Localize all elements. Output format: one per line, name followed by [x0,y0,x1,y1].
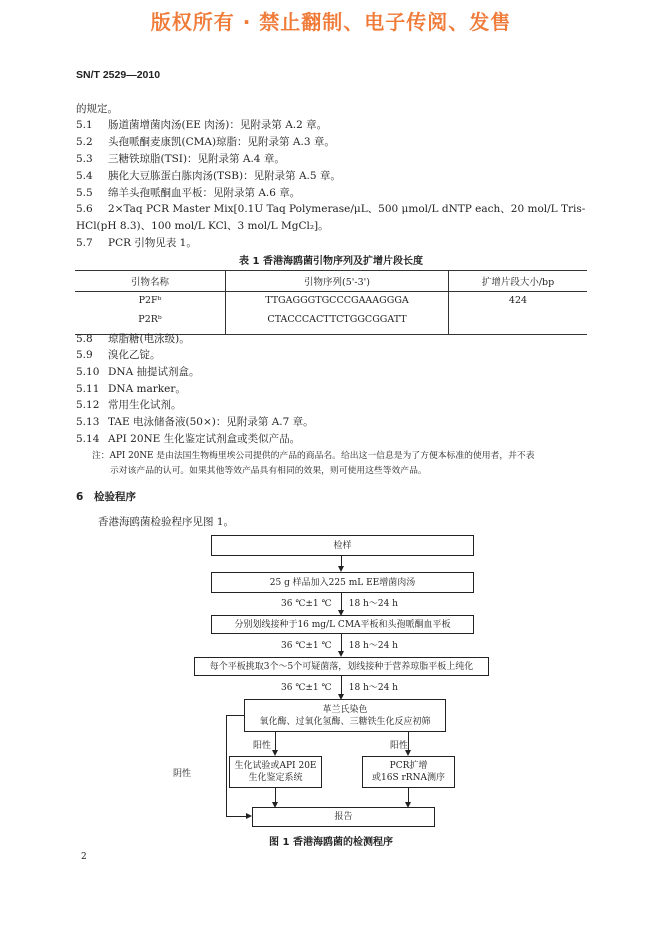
incubation-condition: 36 ℃±1 ℃ 18 h～24 h [281,599,398,609]
biochem-subtitle: 生化鉴定系统 [248,773,303,783]
primer-name: P2Fᵇ [138,295,162,306]
section-text: 香港海鸥菌检验程序见图 1。 [98,516,235,528]
flow-connector [226,715,227,816]
item-number: 5.14 [76,433,100,445]
primer-table [75,270,587,335]
list-item [76,431,300,446]
item-text: DNA marker。 [108,383,186,395]
list-item [76,201,585,216]
item-number: 5.2 [76,136,93,148]
flow-connector [275,788,276,803]
list-item [76,134,335,149]
item-text: 溴化乙锭。 [108,349,161,361]
item-text: TAE 电泳储备液(50×)：见附录第 A.7 章。 [108,416,314,428]
flow-box-purify: 每个平板挑取3个～5个可疑菌落，划线接种于营养琼脂平板上纯化 [194,657,489,676]
note-line: 示对该产品的认可。如果其他等效产品具有相同的效果，则可使用这些等效产品。 [110,466,427,476]
item-text: PCR 引物见表 1。 [108,237,197,249]
flow-box-gram-stain [244,699,446,732]
label-negative: 阴性 [173,769,192,779]
item-text: 2×Taq PCR Master Mix[0.1U Taq Polymerase/μL、500 μmol/L dNTP each、20 mol/L Tris- [108,203,586,215]
item-text: 肠道菌增菌肉汤(EE 肉汤)：见附录第 A.2 章。 [108,119,328,131]
pcr-subtitle: 或16S rRNA测序 [372,773,445,783]
col-header-primer-sequence: 引物序列(5'-3') [226,271,449,292]
flow-box-streak: 分别划线接种于16 mg/L CMA平板和头孢哌酮血平板 [211,615,474,634]
list-item [76,364,200,379]
item-continuation: HCl(pH 8.3)、100 mol/L KCl、3 mol/L MgCl₂]。 [76,220,329,232]
flow-box-sample: 检样 [211,535,474,556]
item-text: 胰化大豆胨蛋白胨肉汤(TSB)：见附录第 A.5 章。 [108,170,341,182]
list-item [76,414,314,429]
flow-connector [408,788,409,803]
section-number: 6 [76,491,84,503]
item-number: 5.11 [76,383,100,395]
list-item [76,397,182,412]
list-item [76,117,327,132]
primer-name: P2Rᵇ [138,314,162,325]
item-number: 5.7 [76,237,93,249]
table-row [75,292,587,312]
table-header-row [75,271,587,292]
pcr-title: PCR扩增 [389,761,428,771]
page-number: 2 [81,852,87,862]
list-item [76,185,300,200]
col-header-primer-name: 引物名称 [75,271,226,292]
list-item [76,347,161,362]
item-number: 5.6 [76,203,93,215]
item-text: 常用生化试剂。 [108,399,182,411]
gram-stain-tests: 氧化酶、过氧化氢酶、三糖铁生化反应初筛 [259,716,431,727]
gram-stain-title: 革兰氏染色 [322,704,368,715]
flow-connector [226,715,244,716]
item-text: 绵羊头孢哌酮血平板：见附录第 A.6 章。 [108,187,301,199]
figure-caption: 图 1 香港海鸥菌的检测程序 [269,837,393,848]
flow-connector [275,732,276,751]
section-heading [76,489,136,504]
item-text: 三糖铁琼脂(TSI)：见附录第 A.4 章。 [108,153,285,165]
list-item [76,168,341,183]
item-number: 5.1 [76,119,93,131]
col-header-fragment-size: 扩增片段大小/bp [449,271,588,292]
item-number: 5.13 [76,416,100,428]
item-number: 5.9 [76,349,93,361]
list-item [76,331,190,346]
list-item [76,235,197,250]
fragment-size: 424 [449,292,588,335]
incubation-condition: 36 ℃±1 ℃ 18 h～24 h [281,641,398,651]
item-number: 5.12 [76,399,100,411]
primer-sequence: CTACCCACTTCTGGCGGATT [226,311,449,335]
item-number: 5.5 [76,187,93,199]
item-text: API 20NE 生化鉴定试剂盒或类似产品。 [108,433,301,445]
label-positive: 阳性 [390,741,409,751]
list-item [76,151,285,166]
flow-box-report: 报告 [252,807,435,827]
item-text: DNA 抽提试剂盒。 [108,366,200,378]
flow-box-pcr [362,756,455,788]
flow-connector [226,816,246,817]
flow-connector [408,732,409,751]
intro-text: 的规定。 [76,103,118,115]
item-number: 5.10 [76,366,100,378]
watermark: 版权所有 · 禁止翻制、电子传阅、发售 [150,10,512,34]
flow-box-enrich: 25 g 样品加入225 mL EE增菌肉汤 [211,572,474,593]
item-number: 5.4 [76,170,93,182]
item-number: 5.8 [76,333,93,345]
list-item [76,381,186,396]
note-line: 注：API 20NE 是由法国生物梅里埃公司提供的产品的商品名。给出这一信息是为了方便本标准的使用者，并不表 [92,451,535,461]
section-title: 检验程序 [94,491,136,503]
flow-box-biochem [229,756,322,788]
table-caption: 表 1 香港海鸥菌引物序列及扩增片段长度 [239,256,423,267]
incubation-condition: 36 ℃±1 ℃ 18 h～24 h [281,683,398,693]
item-text: 头孢哌酮麦康凯(CMA)琼脂：见附录第 A.3 章。 [108,136,335,148]
label-positive: 阳性 [253,741,272,751]
item-text: 琼脂糖(电泳级)。 [108,333,190,345]
biochem-title: 生化试验或API 20E [234,761,317,771]
item-number: 5.3 [76,153,93,165]
primer-sequence: TTGAGGGTGCCCGAAAGGGA [226,292,449,312]
standard-code: SN/T 2529—2010 [76,69,161,81]
